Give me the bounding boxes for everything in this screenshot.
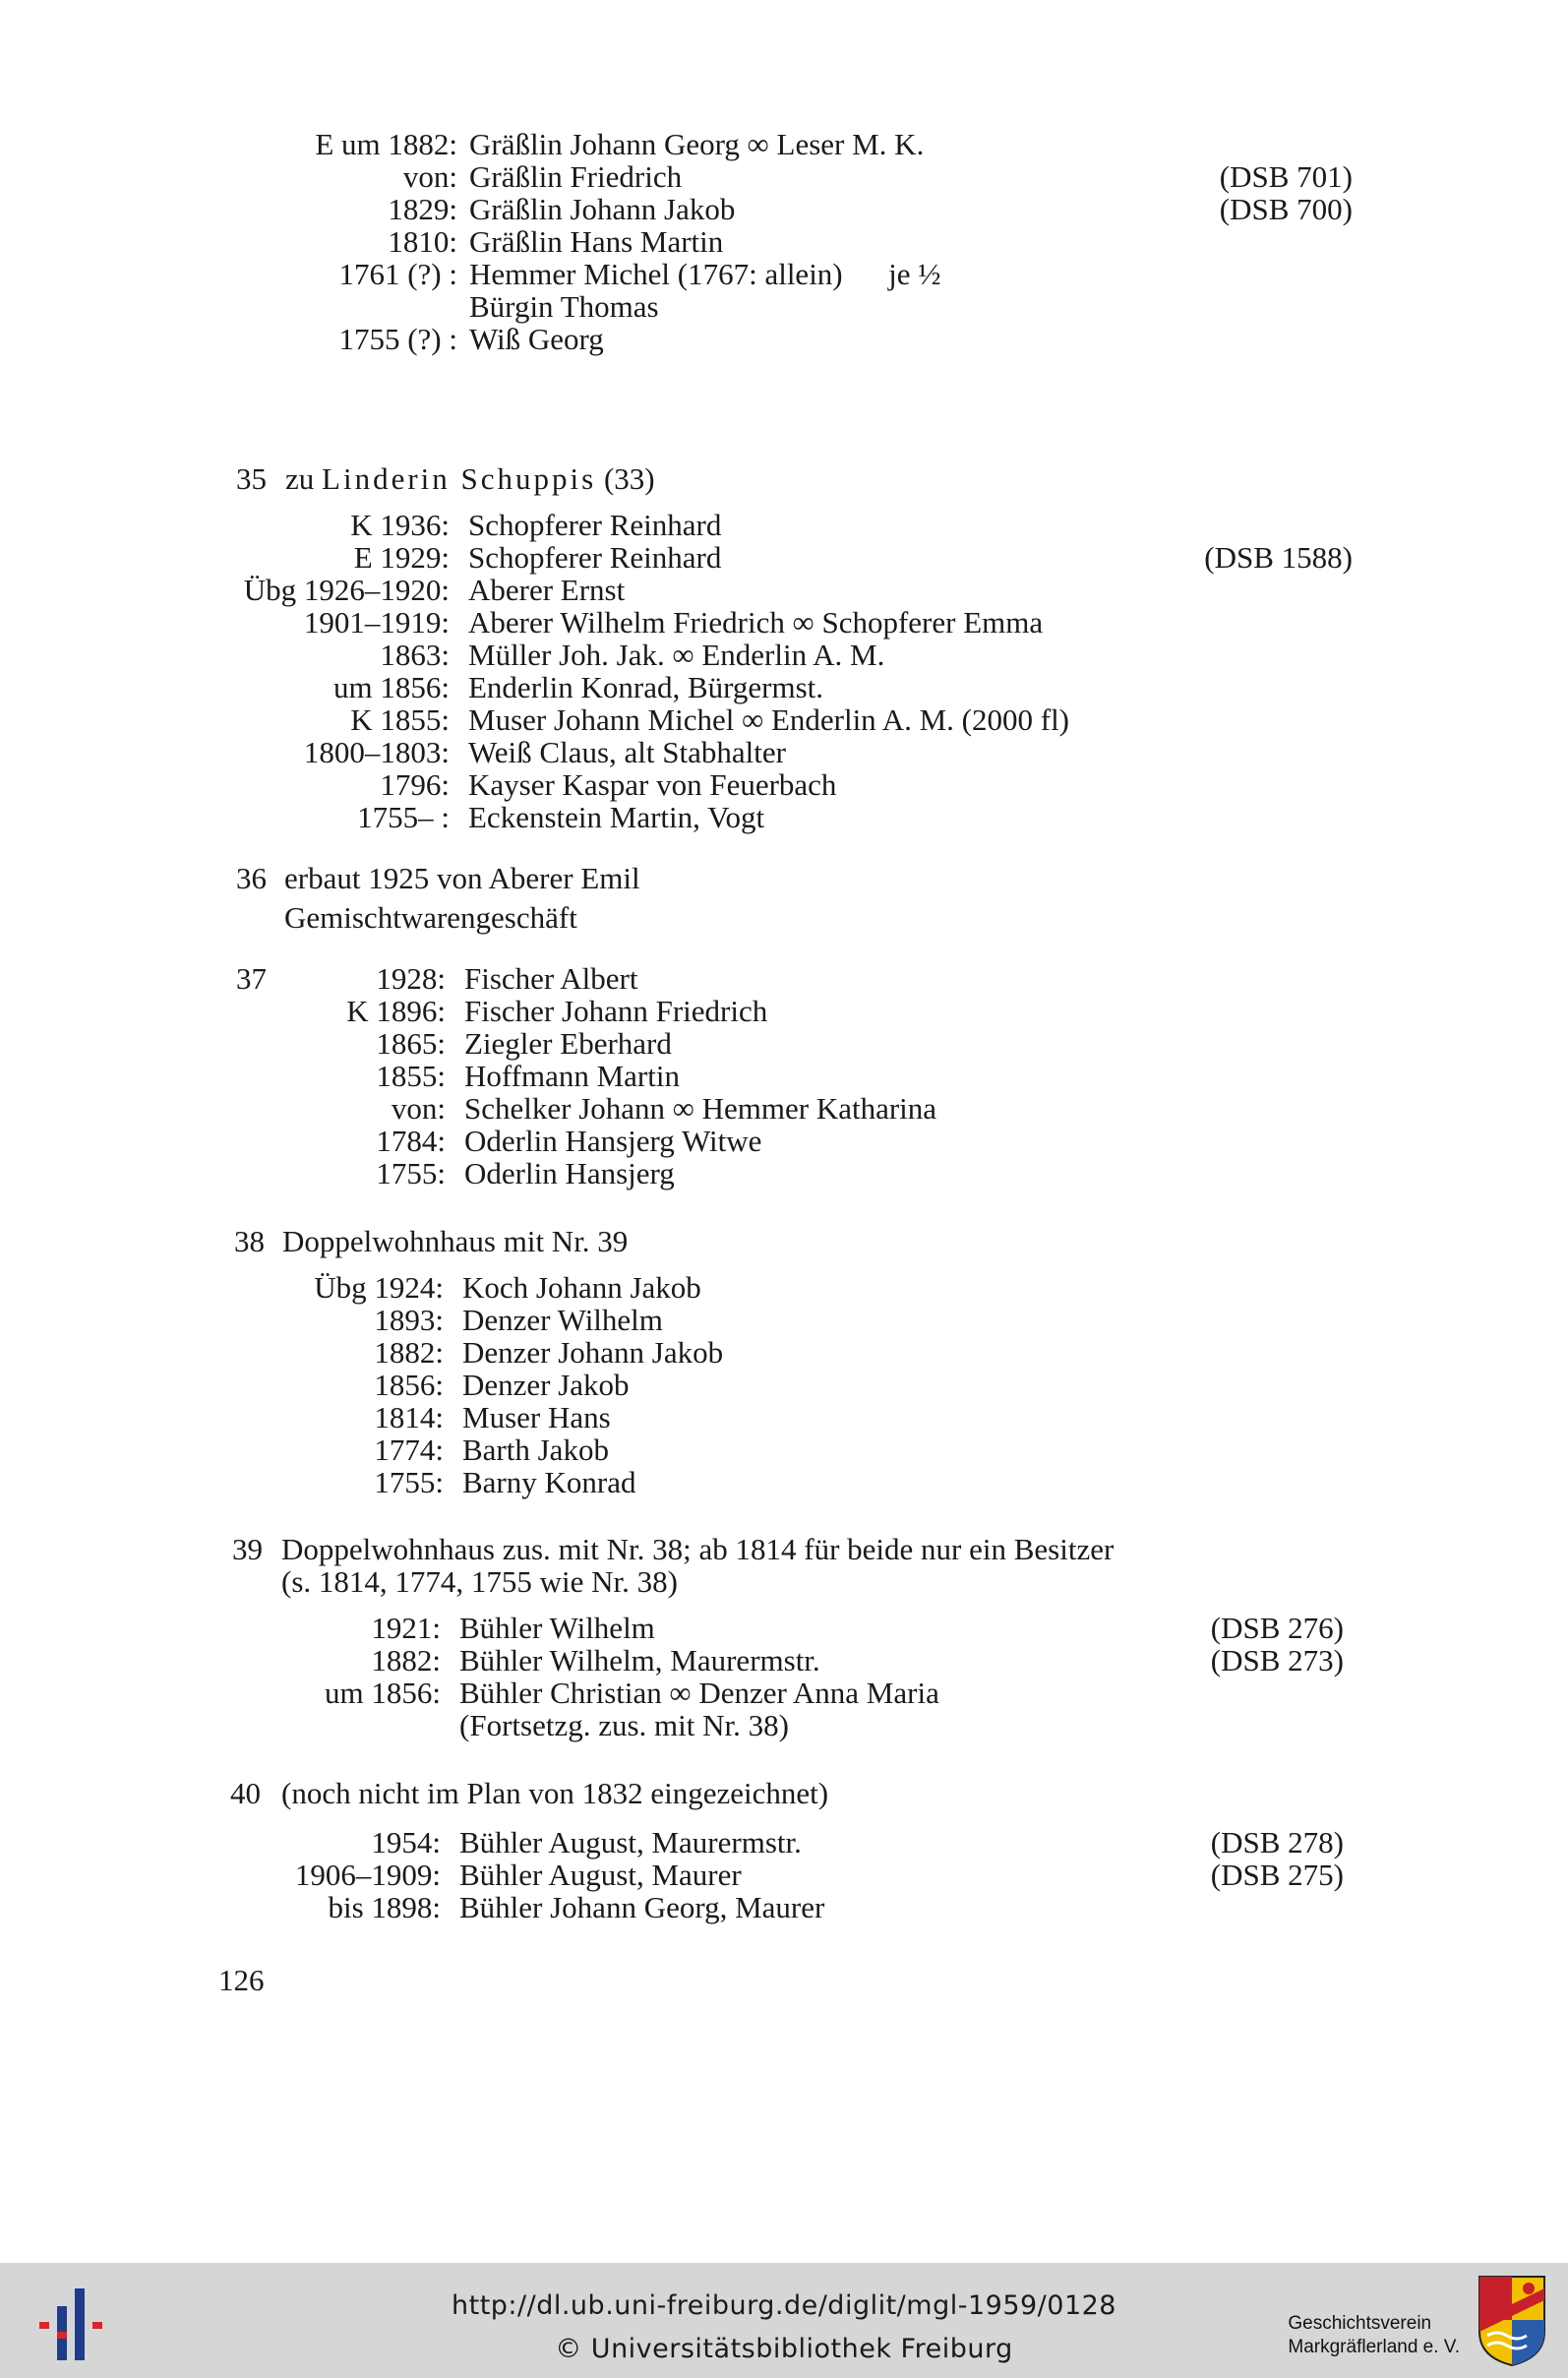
entry-owner: Eckenstein Martin, Vogt [468, 800, 765, 834]
entry-owner: Gräßlin Friedrich [469, 159, 683, 194]
entry-owner: Koch Johann Jakob [462, 1270, 701, 1305]
entry-date: 1954: [371, 1825, 441, 1860]
entry-owner: Aberer Ernst [468, 573, 626, 607]
entry-reference: (DSB 701) [1219, 159, 1353, 194]
document-url[interactable]: http://dl.ub.uni-freiburg.de/diglit/mgl-1959/0128 [452, 2290, 1116, 2321]
section-number: 39 [232, 1532, 263, 1566]
heading-prefix: zu [285, 461, 315, 496]
section-heading-line2: (s. 1814, 1774, 1755 wie Nr. 38) [281, 1564, 678, 1599]
section-heading: Doppelwohnhaus mit Nr. 39 [282, 1224, 629, 1258]
entry-owner: (Fortsetzg. zus. mit Nr. 38) [459, 1708, 789, 1742]
entry-owner: Denzer Wilhelm [462, 1303, 663, 1337]
entry-date: 1814: [374, 1400, 444, 1434]
entry-date: 1761 (?) : [338, 257, 457, 291]
entry-owner: Schelker Johann ∞ Hemmer Katharina [464, 1091, 937, 1126]
entry-date: 1796: [380, 767, 450, 802]
entry-owner: Müller Joh. Jak. ∞ Enderlin A. M. [468, 638, 885, 672]
entry-owner: Bühler Wilhelm, Maurermstr. [459, 1643, 820, 1677]
entry-date: 1784: [376, 1124, 446, 1158]
entry-date: 1774: [374, 1433, 444, 1467]
footer-bar [0, 2263, 1568, 2378]
entry-date: Übg 1924: [314, 1270, 444, 1305]
entry-date: K 1896: [346, 994, 446, 1028]
section-heading: erbaut 1925 von Aberer Emil [284, 861, 640, 895]
entry-owner: Fischer Johann Friedrich [464, 994, 768, 1028]
section-number: 35 [236, 461, 267, 496]
section-heading [285, 462, 655, 496]
entry-owner: Fischer Albert [464, 961, 638, 996]
entry-owner: Enderlin Konrad, Bürgermst. [468, 670, 824, 704]
entry-owner: Bühler Christian ∞ Denzer Anna Maria [459, 1676, 939, 1710]
society-name-line1: Geschichtsverein [1288, 2313, 1432, 2334]
entry-date: 1901–1919: [303, 605, 450, 640]
entry-date: Übg 1926–1920: [243, 573, 450, 607]
page-number: 126 [218, 1963, 265, 1997]
entry-owner: Oderlin Hansjerg Witwe [464, 1124, 762, 1158]
entry-date: 1755: [374, 1465, 444, 1499]
entry-date: bis 1898: [328, 1890, 441, 1924]
entry-owner: Bühler Wilhelm [459, 1611, 655, 1645]
heading-place-name: Linderin Schuppis [322, 461, 597, 496]
entry-date: um 1856: [325, 1676, 441, 1710]
entry-owner: Schopferer Reinhard [468, 540, 722, 575]
entry-date: von: [391, 1091, 446, 1126]
section-heading: Doppelwohnhaus zus. mit Nr. 38; ab 1814 für beide nur ein Besitzer [281, 1532, 1115, 1566]
entry-owner: Denzer Jakob [462, 1368, 630, 1402]
entry-date: 1906–1909: [294, 1858, 441, 1892]
entry-date: 1855: [376, 1059, 446, 1093]
heading-suffix: (33) [603, 461, 655, 496]
entry-owner: Hemmer Michel (1767: allein) je ½ [469, 257, 941, 291]
entry-date: 1921: [371, 1611, 441, 1645]
entry-owner: Bürgin Thomas [469, 289, 659, 324]
entry-date: 1882: [374, 1335, 444, 1370]
entry-date: 1865: [376, 1026, 446, 1061]
entry-owner: Wiß Georg [469, 322, 604, 356]
entry-date: 1800–1803: [303, 735, 450, 769]
entry-owner: Bühler August, Maurer [459, 1858, 742, 1892]
entry-owner: Bühler Johann Georg, Maurer [459, 1890, 825, 1924]
entry-reference: (DSB 700) [1219, 192, 1353, 226]
section-number: 37 [236, 961, 267, 996]
entry-reference: (DSB 276) [1210, 1611, 1344, 1645]
entry-date: 1882: [371, 1643, 441, 1677]
entry-owner: Kayser Kaspar von Feuerbach [468, 767, 837, 802]
entry-owner: Muser Johann Michel ∞ Enderlin A. M. (2000 fl) [468, 702, 1070, 737]
section-number: 40 [230, 1776, 261, 1810]
entry-date: 1928: [376, 961, 446, 996]
copyright-notice: © Universitätsbibliothek Freiburg [555, 2334, 1013, 2364]
entry-date: E 1929: [353, 540, 450, 575]
entry-owner: Oderlin Hansjerg [464, 1156, 675, 1190]
entry-date: 1829: [388, 192, 457, 226]
entry-owner: Gräßlin Johann Georg ∞ Leser M. K. [469, 127, 925, 161]
entry-date: 1856: [374, 1368, 444, 1402]
entry-reference: (DSB 278) [1210, 1825, 1344, 1860]
entry-date: K 1855: [350, 702, 450, 737]
entry-date: 1863: [380, 638, 450, 672]
entry-date: 1755: [376, 1156, 446, 1190]
entry-date: 1755 (?) : [338, 322, 457, 356]
society-name [1288, 2312, 1460, 2359]
entry-owner: Bühler August, Maurermstr. [459, 1825, 802, 1860]
section-number: 36 [236, 861, 267, 895]
entry-reference: (DSB 275) [1210, 1858, 1344, 1892]
section-number: 38 [234, 1224, 265, 1258]
entry-owner: Aberer Wilhelm Friedrich ∞ Schopferer Emma [468, 605, 1044, 640]
entry-date: E um 1882: [315, 127, 457, 161]
entry-owner: Barny Konrad [462, 1465, 636, 1499]
entry-owner: Barth Jakob [462, 1433, 609, 1467]
society-name-line2: Markgräflerland e. V. [1288, 2337, 1460, 2357]
section-heading: (noch nicht im Plan von 1832 eingezeichnet) [281, 1776, 829, 1810]
entry-owner: Schopferer Reinhard [468, 508, 722, 542]
entry-owner: Denzer Johann Jakob [462, 1335, 724, 1370]
entry-date: 1755– : [357, 800, 450, 834]
entry-owner: Hoffmann Martin [464, 1059, 680, 1093]
entry-date: K 1936: [350, 508, 450, 542]
entry-date: um 1856: [333, 670, 450, 704]
entry-reference: (DSB 1588) [1204, 540, 1353, 575]
entry-date: 1893: [374, 1303, 444, 1337]
entry-owner: Gräßlin Hans Martin [469, 224, 724, 259]
entry-reference: (DSB 273) [1210, 1643, 1344, 1677]
entry-owner: Ziegler Eberhard [464, 1026, 672, 1061]
section-heading-line2: Gemischtwarengeschäft [284, 900, 577, 935]
entry-date: 1810: [388, 224, 457, 259]
entry-owner: Gräßlin Johann Jakob [469, 192, 736, 226]
entry-owner: Weiß Claus, alt Stabhalter [468, 735, 786, 769]
entry-date: von: [402, 159, 457, 194]
coat-of-arms-icon [1478, 2275, 1546, 2367]
entry-owner: Muser Hans [462, 1400, 611, 1434]
